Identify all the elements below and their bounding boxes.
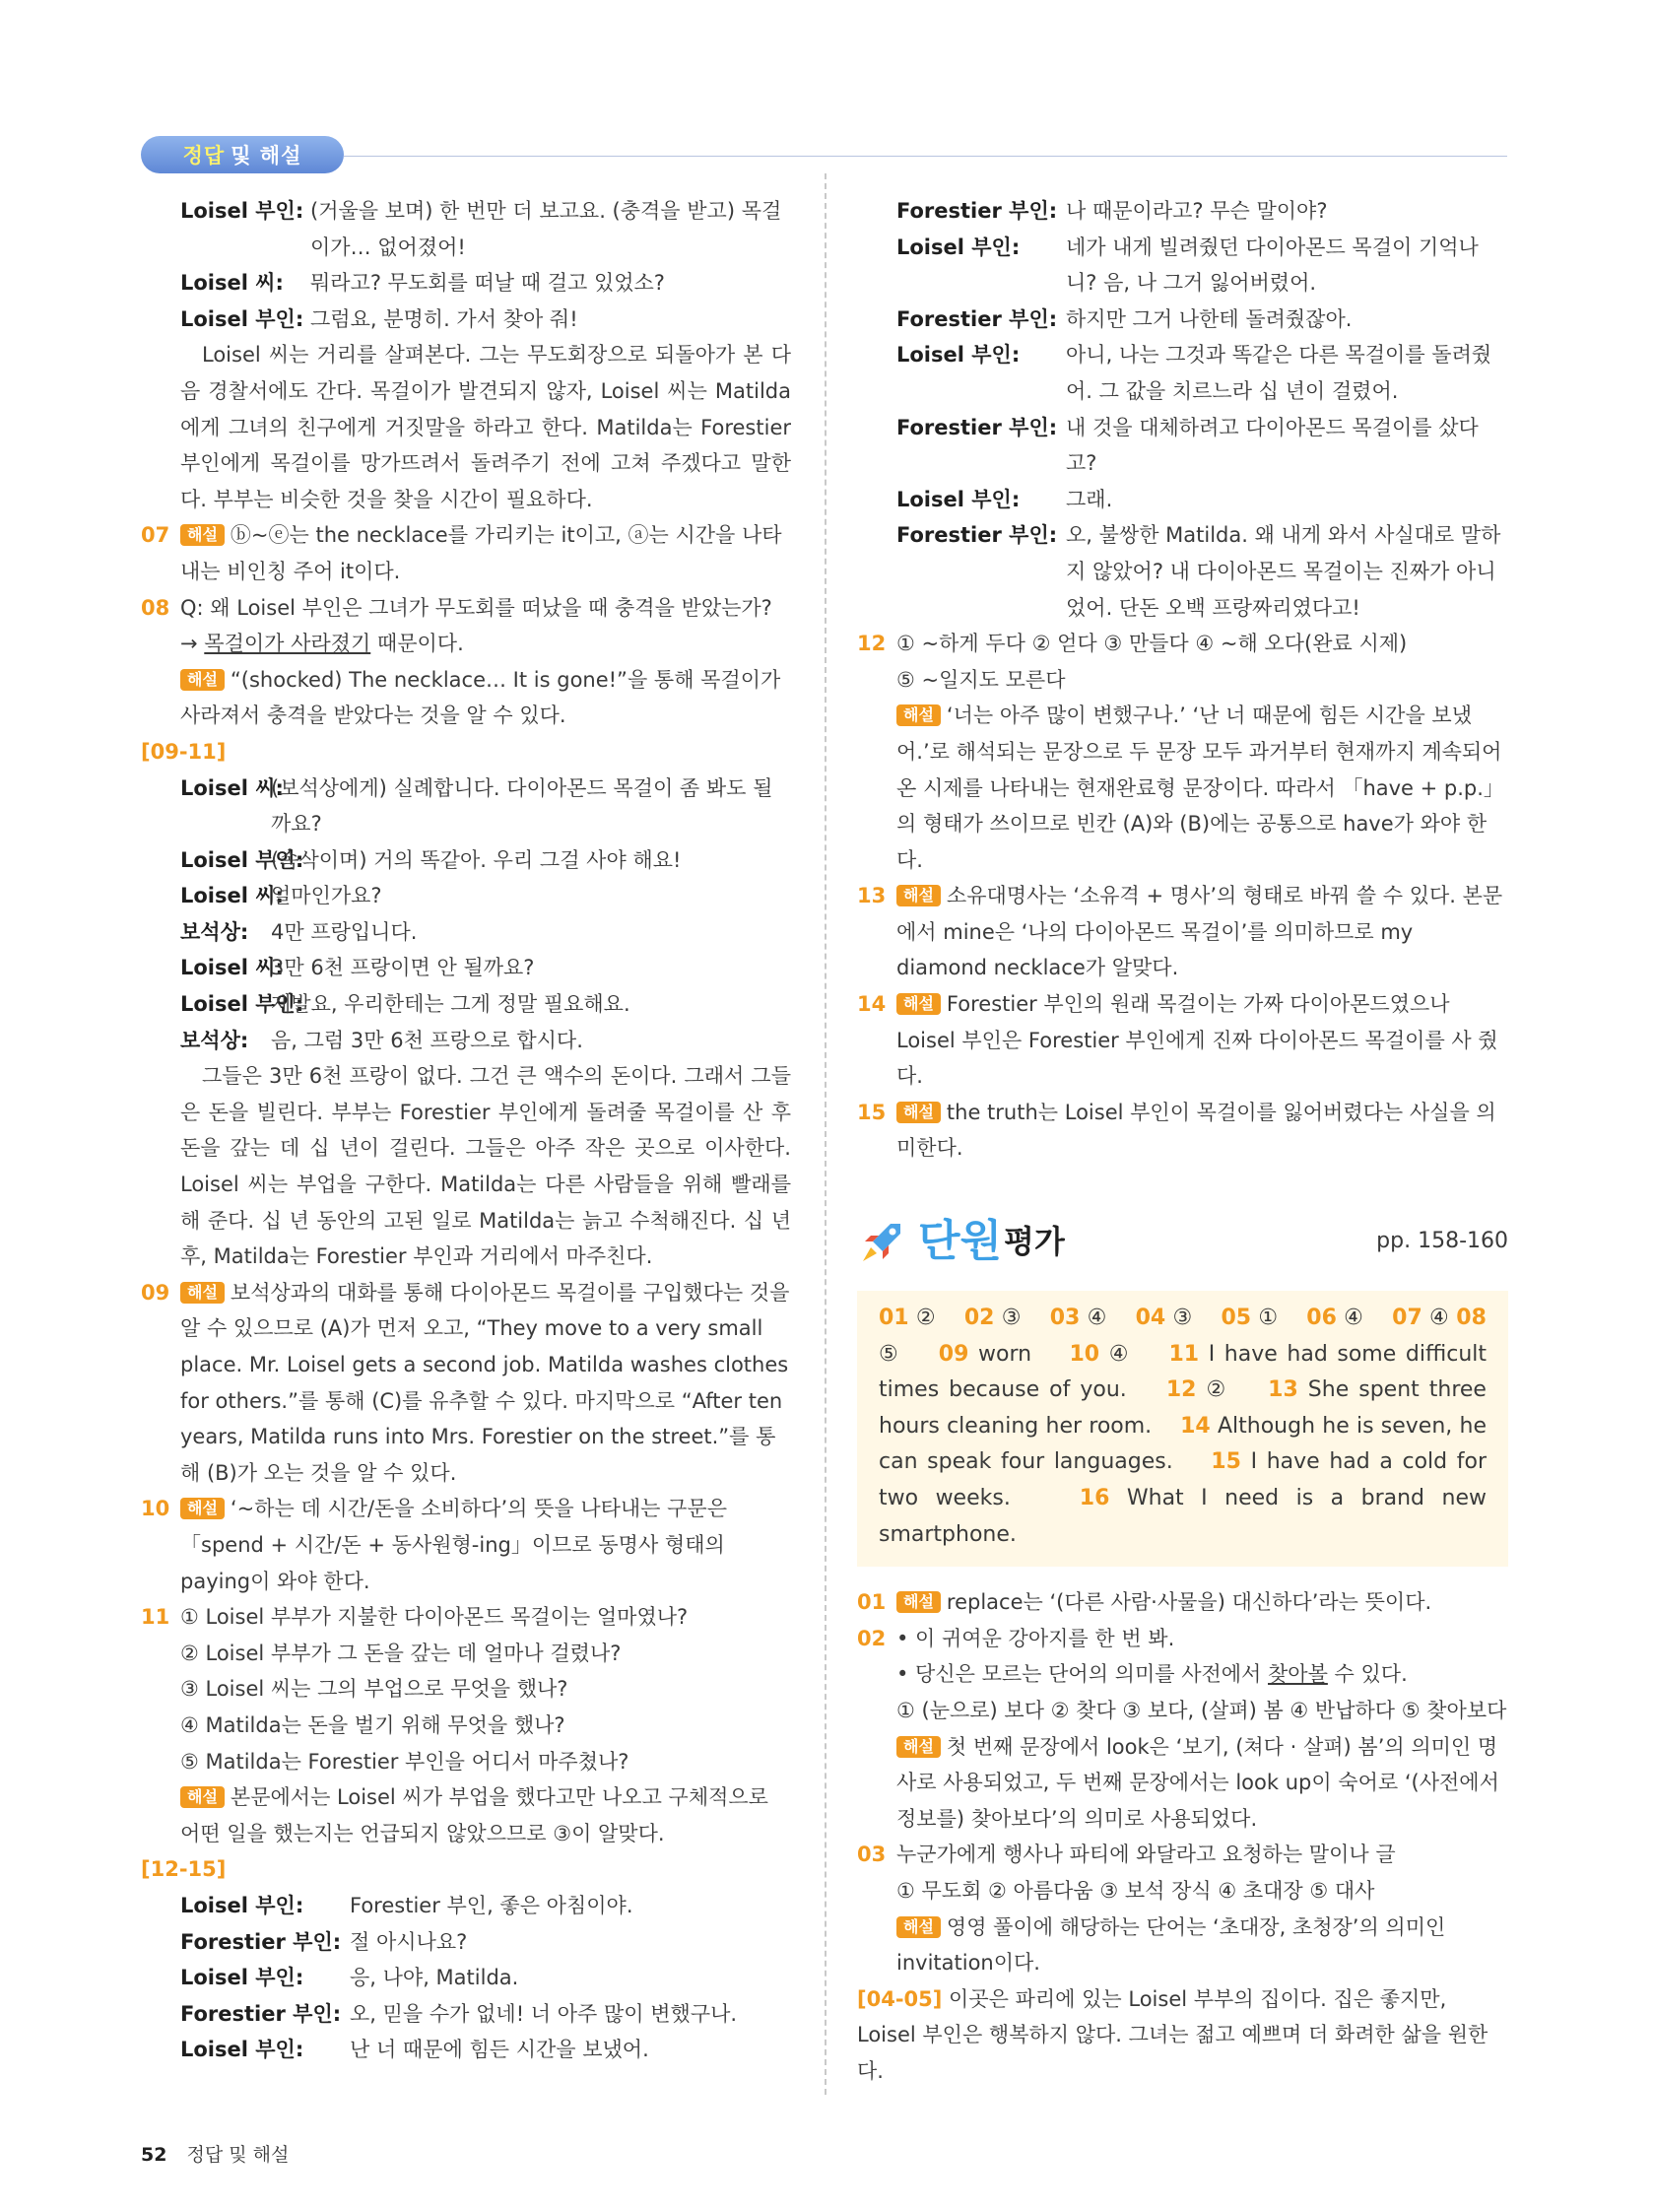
range-04-05: [04-05]: [857, 1986, 943, 2011]
speaker: Loisel 부인:: [896, 487, 1021, 511]
narration-2: 그들은 3만 6천 프랑이 없다. 그건 큰 액수의 돈이다. 그래서 그들은 돈을 빌린다. 부부는 Forestier 부인에게 돌려줄 목걸이를 산 후 돈을 갚는 데 십 년이 걸린다. 그들은 아주 작은 곳으로 이사한다. Loisel 씨는 부업을 구한다. Matilda는 다른 사람들을 위해 빨래를 해 준다. 십 년 동안의 고된 일로 Matilda는 늙고 수척해진다. 십 년 후, Matilda는 Forestier 부인과 거리에서 마주친다.: [180, 1064, 791, 1269]
speaker: Loisel 부인:: [180, 847, 304, 872]
arrow: →: [180, 632, 205, 656]
question-12: [857, 626, 1508, 878]
left-column: [141, 193, 791, 2068]
explanation-badge: 해설: [180, 524, 225, 546]
speaker: Loisel 부인:: [896, 235, 1021, 259]
answer-item: 12 ②: [1165, 1377, 1229, 1403]
explanation-badge: 해설: [896, 1102, 941, 1123]
option: ③ Loisel 씨는 그의 부업으로 무엇을 했나?: [180, 1677, 568, 1702]
answer-item: 05 ①: [1221, 1306, 1279, 1331]
line: 네가 내게 빌려줬던 다이아몬드 목걸이 기억나니? 음, 나 그거 잃어버렸어.: [1066, 235, 1479, 296]
line: (보석상에게) 실례합니다. 다이아몬드 목걸이 좀 봐도 될까요?: [271, 775, 773, 837]
answer-item: 08 ⑤: [879, 1306, 1487, 1367]
line: 음, 그럼 3만 6천 프랑으로 합시다.: [271, 1028, 583, 1052]
explanation-01: [857, 1584, 1508, 1621]
speaker: Forestier 부인:: [896, 523, 1058, 548]
line: 아니, 나는 그것과 똑같은 다른 목걸이를 돌려줬어. 그 값을 치르느라 십 년이 걸렸어.: [1066, 343, 1492, 403]
line: 제발요, 우리한테는 그게 정말 필요해요.: [271, 992, 630, 1017]
translation-text: 이곳은 파리에 있는 Loisel 부부의 집이다. 집은 좋지만, Loisel 부인은 행복하지 않다. 그녀는 젊고 예쁘며 더 화려한 삶을 원한다.: [857, 1986, 1488, 2083]
answer-item: 01 ②: [879, 1306, 936, 1331]
explanation-badge: 해설: [180, 1786, 225, 1808]
explanation-badge: 해설: [180, 1498, 225, 1519]
answer-item: 06 ④: [1306, 1306, 1364, 1331]
line: 4만 프랑입니다.: [271, 919, 418, 944]
line: 얼마인가요?: [271, 884, 382, 908]
question-number: 10: [141, 1497, 170, 1521]
line: 그래.: [1066, 487, 1113, 511]
answer-item: 15 I have had a cold for two weeks.: [879, 1449, 1488, 1510]
speaker: Loisel 씨:: [180, 884, 284, 908]
unit-title-sub: 평가: [1004, 1222, 1065, 1260]
explanation-04-05: [857, 1981, 1508, 2090]
bullet-2: • 당신은 모르는 단어의 의미를 사전에서 찾아볼 수 있다.: [896, 1662, 1408, 1687]
answer-item: 02 ③: [963, 1306, 1022, 1331]
answer-underlined: 목걸이가 사라졌기: [204, 632, 371, 656]
question-number: 07: [141, 523, 170, 548]
speaker: Loisel 씨:: [180, 775, 284, 800]
line: 응, 나야, Matilda.: [350, 1966, 519, 1990]
line: 절 아시나요?: [350, 1929, 468, 1954]
question-14: [857, 986, 1508, 1095]
speaker: Forestier 부인:: [896, 415, 1058, 439]
question-11: [141, 1599, 791, 1851]
explanation-badge: 해설: [896, 1591, 941, 1613]
unit-title-main: 단원: [918, 1215, 1003, 1266]
question-13: [857, 878, 1508, 986]
line: 그럼요, 분명히. 가서 찾아 줘!: [310, 306, 578, 331]
speaker: Loisel 부인:: [180, 2038, 304, 2062]
answer-item: 16 What I need is a brand new smartphone.: [879, 1486, 1487, 1547]
bullet-1: • 이 귀여운 강아지를 한 번 봐.: [896, 1626, 1175, 1650]
section-header-pill: [141, 136, 344, 173]
explanation-badge: 해설: [180, 669, 225, 691]
line: 3만 6천 프랑이면 안 될까요?: [271, 956, 535, 980]
dialogue-4: [857, 193, 1508, 626]
explanation-text: ‘너는 아주 많이 변했구나.’ ‘난 너 때문에 힘든 시간을 보냈어.’로 해석되는 문장으로 두 문장 모두 과거부터 현재까지 계속되어 온 시제를 나타내는 현재완료형 문장이다. 따라서 「have + p.p.」의 형태가 쓰이므로 빈칸 (A)와 (B)에는 공통으로 have가 와야 한다.: [896, 704, 1504, 872]
options-line-2: ⑤ ~일지도 모른다: [896, 667, 1066, 692]
question-08: [141, 590, 791, 734]
line: 하지만 그거 나한테 돌려줬잖아.: [1066, 306, 1353, 331]
explanation-text: ‘~하는 데 시간/돈을 소비하다’의 뜻을 나타내는 구문은 「spend + 시간/돈 + 동사원형-ing」이므로 동명사 형태의 paying이 와야 한다.: [180, 1497, 727, 1593]
answer-item: 07 ④: [1392, 1306, 1450, 1331]
question-number: 08: [141, 595, 170, 620]
line: 오, 믿을 수가 없네! 너 아주 많이 변했구나.: [350, 2001, 738, 2026]
page-footer: [141, 2140, 289, 2167]
speaker: Forestier 부인:: [896, 306, 1058, 331]
question-number: 14: [857, 992, 887, 1017]
explanation-text: 소유대명사는 ‘소유격 + 명사’의 형태로 바꿔 쓸 수 있다. 본문에서 mine은 ‘나의 다이아몬드 목걸이’를 의미하므로 my diamond necklace가 알맞다.: [896, 884, 1503, 980]
options-line: ① 무도회 ② 아름다움 ③ 보석 장식 ④ 초대장 ⑤ 대사: [896, 1878, 1375, 1903]
option: ⑤ Matilda는 Forestier 부인을 어디서 마주쳤나?: [180, 1749, 629, 1774]
dialogue-2: [141, 771, 791, 1059]
header-rule: [344, 156, 1507, 157]
options-line: ① (눈으로) 보다 ② 찾다 ③ 보다, (살펴) 봄 ④ 반납하다 ⑤ 찾아보다: [896, 1698, 1507, 1722]
speaker: Loisel 부인:: [180, 199, 304, 223]
line: 내 것을 대체하려고 다이아몬드 목걸이를 샀다고?: [1066, 415, 1479, 476]
speaker: Forestier 부인:: [896, 199, 1058, 223]
explanation-text: replace는 ‘(다른 사람·사물을) 대신하다’라는 뜻이다.: [946, 1590, 1432, 1615]
footer-label: 정답 및 해설: [186, 2144, 290, 2166]
explanation-badge: 해설: [180, 1282, 225, 1304]
answer-item: 04 ③: [1135, 1306, 1193, 1331]
line: 뭐라고? 무도회를 떠날 때 걸고 있었소?: [310, 271, 665, 296]
line: (속삭이며) 거의 똑같아. 우리 그걸 사야 해요!: [271, 847, 682, 872]
answer-item: 10 ④: [1069, 1341, 1132, 1367]
explanation-text: Forestier 부인의 원래 목걸이는 가짜 다이아몬드였으나 Loisel 부인은 Forestier 부인에게 진짜 다이아몬드 목걸이를 사 줬다.: [896, 992, 1498, 1089]
unit-assessment-header: [857, 1212, 1508, 1271]
dialogue-3: [141, 1888, 791, 2068]
answer-item: 13 She spent three hours cleaning her room.: [879, 1377, 1487, 1439]
speaker: Loisel 씨:: [180, 956, 284, 980]
column-divider: [825, 173, 826, 2095]
definition: 누군가에게 행사나 파티에 와달라고 요청하는 말이나 글: [896, 1843, 1396, 1867]
option: ② Loisel 부부가 그 돈을 갚는 데 얼마나 걸렸나?: [180, 1641, 622, 1665]
narration-1: Loisel 씨는 거리를 살펴본다. 그는 무도회장으로 되돌아가 본 다음 경찰서에도 간다. 목걸이가 발견되지 않자, Loisel 씨는 Matilda에게 그녀의 친구에게 거짓말을 하라고 한다. Matilda는 Forestier 부인에게 목걸이를 망가뜨려서 돌려주기 전에 고쳐 주겠다고 말한다. 부부는 비슷한 것을 찾을 시간이 필요하다.: [180, 343, 791, 511]
explanation-badge: 해설: [896, 993, 941, 1015]
line: (거울을 보며) 한 번만 더 보고요. (충격을 받고) 목걸이가… 없어졌어!: [310, 199, 782, 259]
page-number: 52: [141, 2144, 167, 2166]
line: 오, 불쌍한 Matilda. 왜 내게 와서 사실대로 말하지 않았어? 내 다이아몬드 목걸이는 진짜가 아니었어. 단돈 오백 프랑짜리였다고!: [1066, 523, 1501, 620]
dialogue-1: [141, 193, 791, 337]
speaker: Forestier 부인:: [180, 1929, 342, 1954]
question-number: 15: [857, 1100, 887, 1124]
right-column: [857, 193, 1508, 2090]
option: ① Loisel 부부가 지불한 다이아몬드 목걸이는 얼마였나?: [180, 1605, 689, 1630]
answer-line: [180, 626, 791, 662]
question-10: [141, 1491, 791, 1599]
header-highlight: 정답: [182, 144, 226, 168]
options-line-1: ① ~하게 두다 ② 얻다 ③ 만들다 ④ ~해 오다(완료 시제): [896, 632, 1408, 656]
explanation-text: 보석상과의 대화를 통해 다이아몬드 목걸이를 구입했다는 것을 알 수 있으므로 (A)가 먼저 오고, “They move to a very small place. Mr. Loisel gets a second job. Matilda washes clothes for others.”를 통해 (C)를 유추할 수 있다. 마지막으로 “After ten years, Matilda runs into Mrs. Forestier on the street.”를 통해 (B)가 오는 것을 알 수 있다.: [180, 1280, 790, 1485]
speaker: 보석상:: [180, 919, 249, 944]
explanation-text: 본문에서는 Loisel 씨가 부업을 했다고만 나오고 구체적으로 어떤 일을 했는지는 언급되지 않았으므로 ③이 알맞다.: [180, 1785, 768, 1845]
page-reference: pp. 158-160: [1376, 1228, 1508, 1253]
answer-key-box: [857, 1291, 1508, 1567]
answer-item: 03 ④: [1049, 1306, 1107, 1331]
question-number: 11: [141, 1605, 170, 1630]
line: 난 너 때문에 힘든 시간을 보냈어.: [350, 2038, 649, 2062]
question-number: 13: [857, 884, 887, 908]
range-12-15: [12-15]: [141, 1857, 227, 1882]
question-07: [141, 517, 791, 589]
speaker: Loisel 부인:: [180, 992, 304, 1017]
unit-title: [857, 1216, 1065, 1267]
explanation-text: 영영 풀이에 해당하는 단어는 ‘초대장, 초청장’의 의미인 invitation이다.: [896, 1914, 1446, 1976]
line: Forestier 부인, 좋은 아침이야.: [350, 1893, 633, 1917]
explanation-badge: 해설: [896, 1736, 941, 1758]
answer-item: 14 Although he is seven, he can speak four languages.: [879, 1413, 1487, 1475]
answer-item: 11 I have had some difficult times because of you.: [879, 1341, 1487, 1403]
explanation-badge: 해설: [896, 885, 941, 906]
rocket-icon: [857, 1216, 908, 1267]
option: ④ Matilda는 돈을 벌기 위해 무엇을 했나?: [180, 1712, 565, 1737]
explanation-text: the truth는 Loisel 부인이 목걸이를 잃어버렸다는 사실을 의미한다.: [896, 1100, 1496, 1161]
explanation-text: 첫 번째 문장에서 look은 ‘보기, (쳐다 · 살펴) 봄’의 의미인 명사로 사용되었고, 두 번째 문장에서는 look up이 숙어로 ‘(사전에서 정보를) 찾아보다’의 의미로 사용되었다.: [896, 1734, 1499, 1831]
speaker: Loisel 씨:: [180, 271, 284, 296]
speaker: 보석상:: [180, 1028, 249, 1052]
explanation-text: “(shocked) The necklace… It is gone!”을 통해 목걸이가 사라져서 충격을 받았다는 것을 알 수 있다.: [180, 667, 781, 728]
range-09-11: [09-11]: [141, 739, 227, 764]
explanation-text: ⓑ~ⓔ는 the necklace를 가리키는 it이고, ⓐ는 시간을 나타내는 비인칭 주어 it이다.: [180, 523, 782, 583]
line: 나 때문이라고? 무슨 말이야?: [1066, 199, 1328, 223]
speaker: Loisel 부인:: [180, 306, 304, 331]
speaker: Loisel 부인:: [180, 1893, 304, 1917]
question-number: 12: [857, 632, 887, 656]
question-15: [857, 1095, 1508, 1167]
question-number: 02: [857, 1626, 887, 1650]
question-number: 01: [857, 1590, 887, 1615]
explanation-03: [857, 1837, 1508, 1980]
question-09: [141, 1275, 791, 1492]
explanation-02: [857, 1621, 1508, 1838]
speaker: Loisel 부인:: [180, 1966, 304, 1990]
explanation-badge: 해설: [896, 1916, 941, 1938]
answer-item: 09 worn: [938, 1341, 1032, 1367]
answer-rest: 때문이다.: [370, 632, 464, 656]
speaker: Loisel 부인:: [896, 343, 1021, 368]
explanation-badge: 해설: [896, 704, 941, 726]
speaker: Forestier 부인:: [180, 2001, 342, 2026]
question-number: 03: [857, 1843, 887, 1867]
question-number: 09: [141, 1280, 170, 1305]
header-rest: 및 해설: [231, 144, 302, 168]
question-text: Q: 왜 Loisel 부인은 그녀가 무도회를 떠났을 때 충격을 받았는가?: [180, 595, 772, 620]
